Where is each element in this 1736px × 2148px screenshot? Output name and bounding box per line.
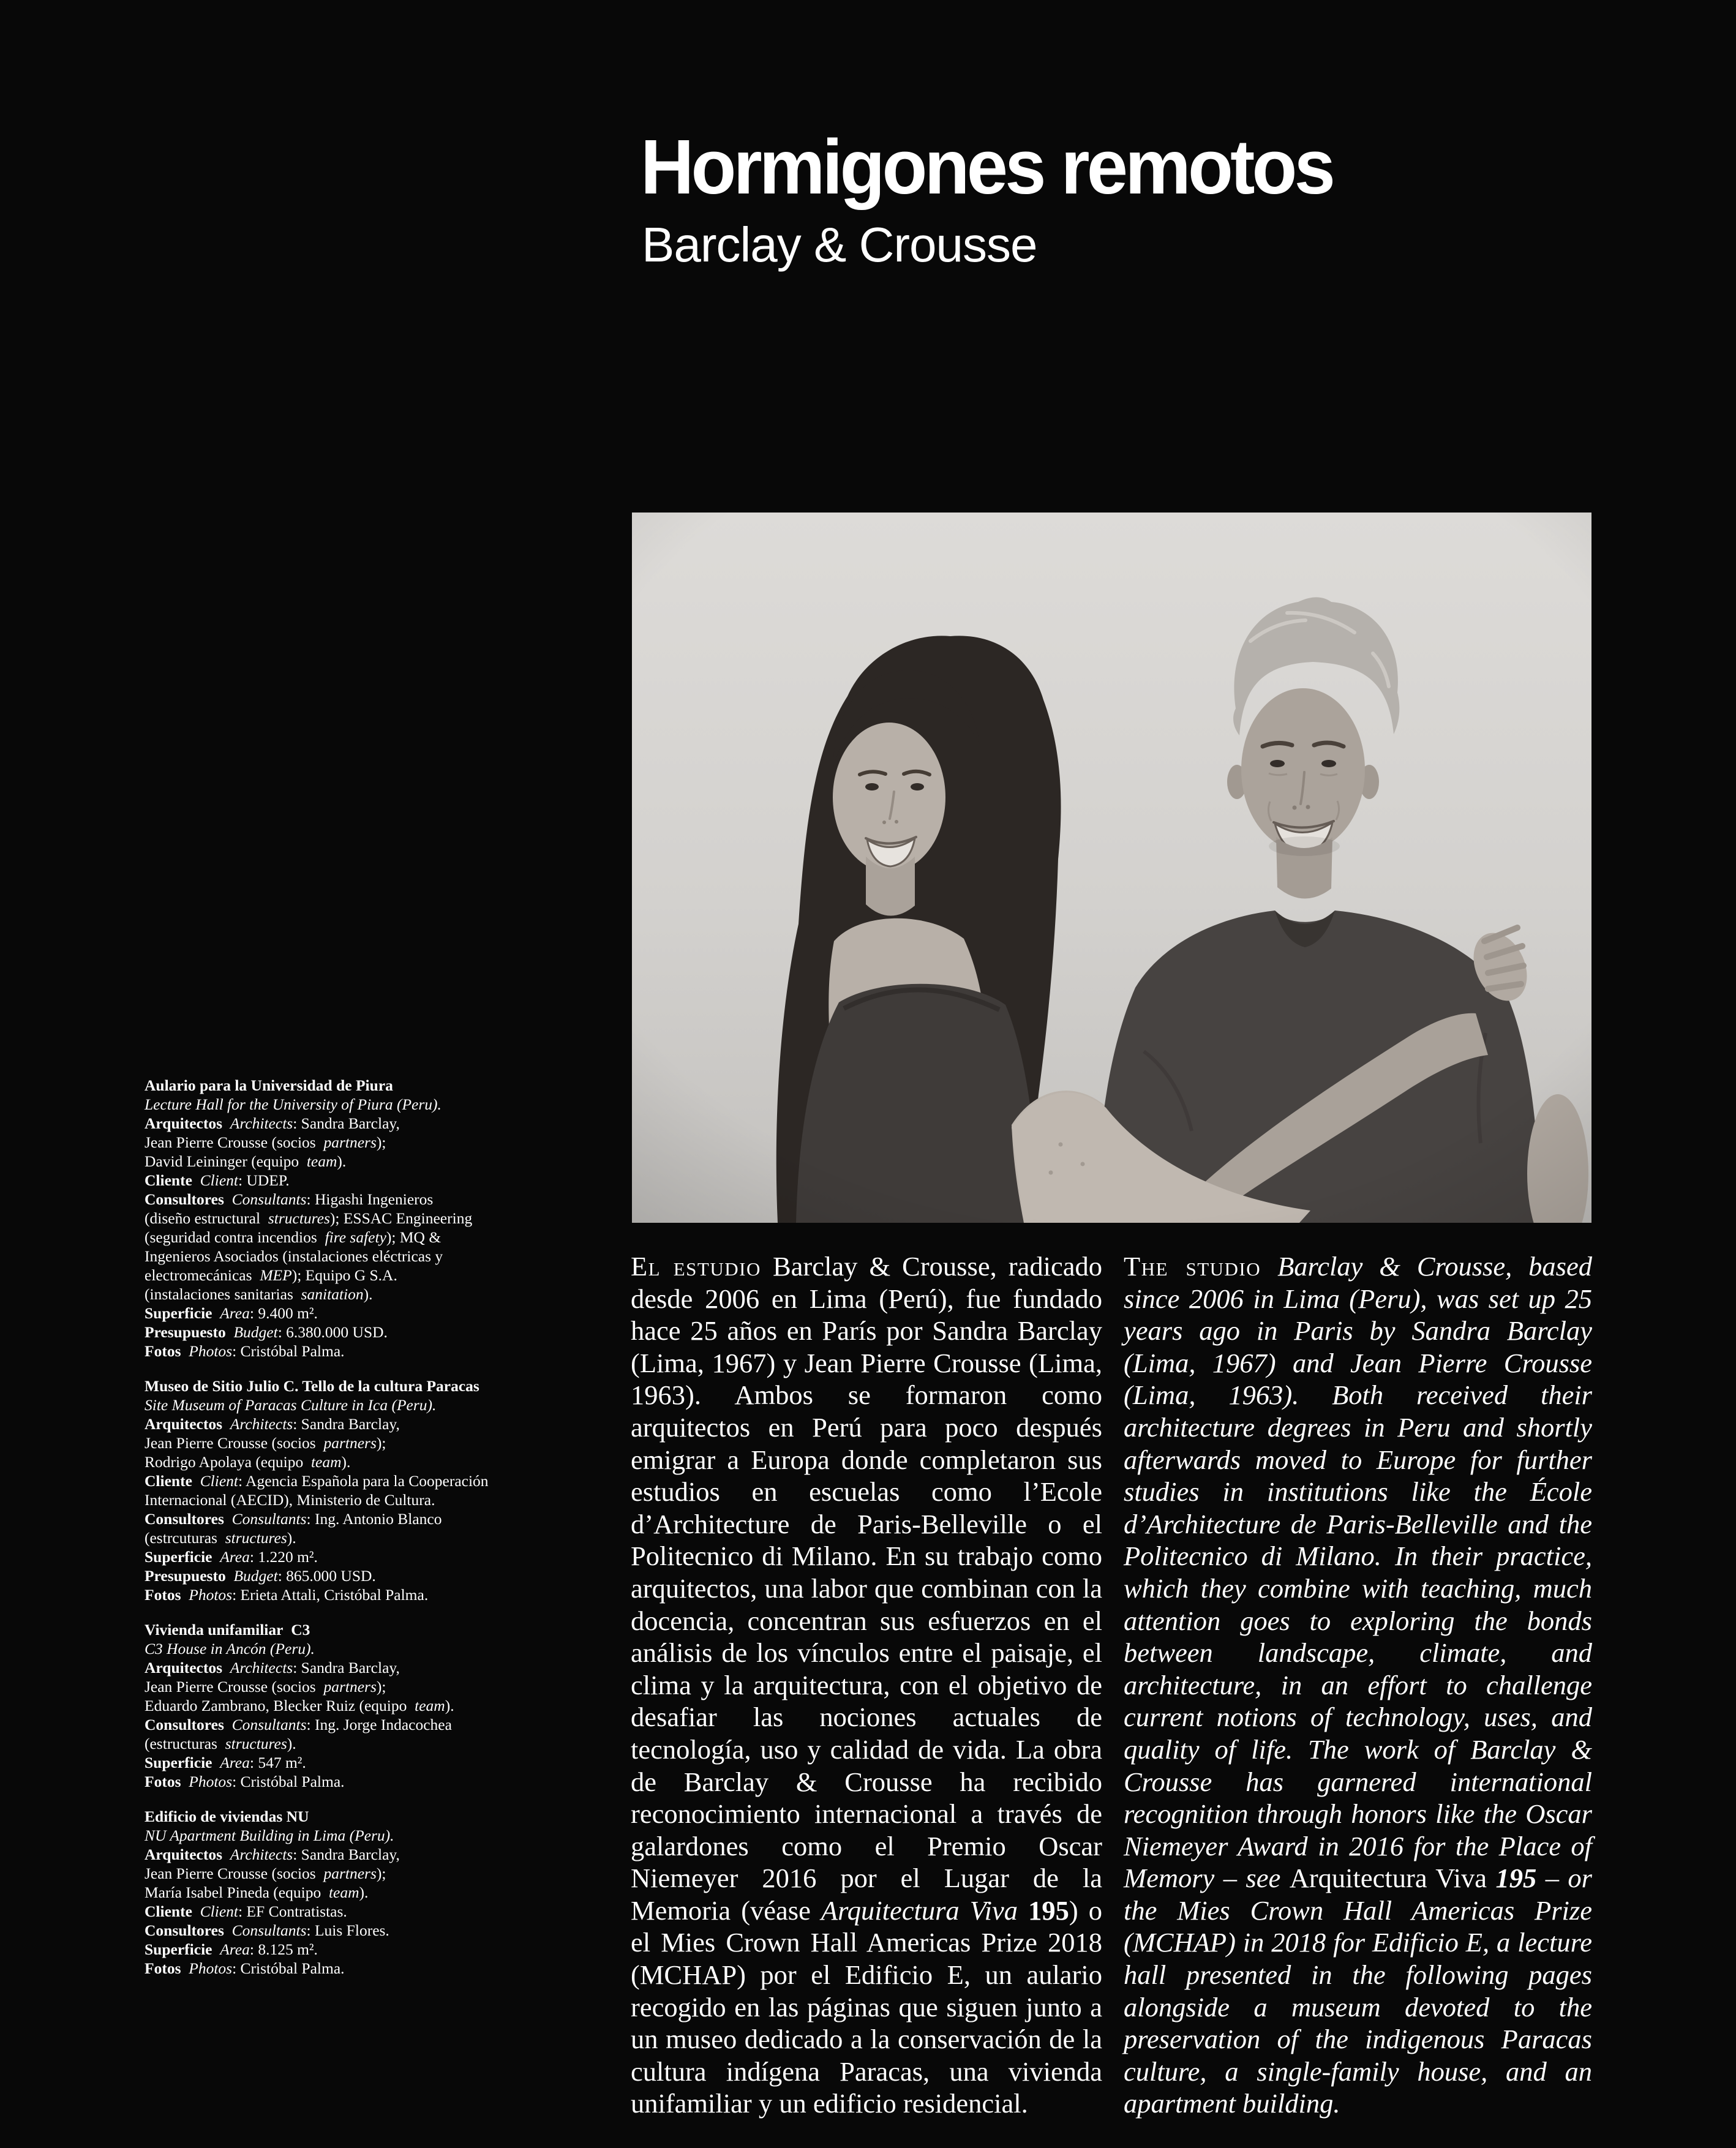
credit-line — [145, 1209, 489, 1228]
credit-line — [145, 1715, 489, 1734]
text-segment: Fotos — [145, 1773, 181, 1790]
text-segment: ); — [376, 1434, 386, 1452]
text-segment: Budget — [225, 1567, 278, 1585]
credit-block — [145, 1076, 489, 1361]
text-segment: : Sandra Barclay, — [293, 1846, 400, 1863]
credit-line — [145, 1658, 489, 1677]
text-segment: ). — [363, 1285, 373, 1303]
text-segment: ); ESSAC Engineering — [329, 1209, 473, 1227]
text-segment: Fotos — [145, 1959, 181, 1977]
text-segment: : Agencia Española para la Cooperación — [238, 1472, 489, 1490]
text-segment: : Sandra Barclay, — [293, 1415, 400, 1433]
credit-line — [145, 1959, 489, 1978]
text-segment: : Ing. Jorge Indacochea — [306, 1716, 452, 1733]
text-segment: Museo de Sitio Julio C. Tello de la cultura Paracas — [145, 1377, 479, 1395]
text-segment: Internacional (AECID), Ministerio de Cultura. — [145, 1491, 435, 1509]
credit-line — [145, 1566, 489, 1585]
text-segment: Eduardo Zambrano, Blecker Ruiz (equipo — [145, 1697, 407, 1714]
credit-line — [145, 1304, 489, 1323]
credit-line — [145, 1807, 489, 1826]
portrait-photo — [632, 513, 1591, 1223]
credit-line — [145, 1171, 489, 1190]
text-segment: ); — [376, 1133, 386, 1151]
text-segment: Barclay & Crousse, radicado desde 2006 en Lima (Perú), fue fundado hace 25 años en París por Sandra Barclay (Lima, 1967) y Jean Pierre Crousse (Lima, 1963). Ambos se formaron como arquitectos en Perú para poco después emigrar a Europa donde completaron sus estudios en escuelas como l’Ecole d’Architecture de Paris-Belleville o el Politecnico di Milano. En su trabajo como arquitectos, una labor que combinan con la docencia, concentran sus esfuerzos en el análisis de los vínculos entre el paisaje, el clima y la arquitectura, con el objetivo de desafiar las nociones actuales de tecnología, uso y calidad de vida. La obra de Barclay & Crousse ha recibido reconocimiento internacional a través de galardones como el Premio Oscar Niemeyer 2016 por el Lugar de la Memoria (véase — [631, 1251, 1102, 1926]
text-segment: Consultores — [145, 1716, 224, 1733]
text-segment: Lecture Hall for the University of Piura (Peru). — [145, 1095, 442, 1113]
credit-line — [145, 1902, 489, 1921]
text-segment: Fotos — [145, 1586, 181, 1604]
credit-line — [145, 1395, 489, 1414]
text-segment: ); — [376, 1678, 386, 1695]
credit-line — [145, 1133, 489, 1152]
text-segment: Area — [212, 1940, 250, 1958]
text-segment: 195 — [1028, 1895, 1069, 1926]
credit-line — [145, 1845, 489, 1864]
text-segment: Arquitectura Viva — [1289, 1863, 1487, 1894]
text-segment: Client — [192, 1902, 238, 1920]
text-segment: Superficie — [145, 1754, 212, 1771]
credit-line — [145, 1753, 489, 1772]
credit-line — [145, 1490, 489, 1509]
credit-line — [145, 1095, 489, 1114]
text-segment: Jean Pierre Crousse (socios — [145, 1434, 316, 1452]
text-segment: : Cristóbal Palma. — [232, 1342, 345, 1360]
text-segment: Jean Pierre Crousse (socios — [145, 1133, 316, 1151]
text-segment: structures — [260, 1209, 330, 1227]
text-segment: (estrcuturas — [145, 1529, 217, 1547]
text-segment: : 865.000 USD. — [277, 1567, 376, 1585]
text-segment: Rodrigo Apolaya (equipo — [145, 1453, 304, 1471]
text-segment: : Cristóbal Palma. — [232, 1773, 345, 1790]
text-segment: El estudio — [631, 1251, 761, 1282]
text-segment: : 8.125 m². — [249, 1940, 318, 1958]
credit-line — [145, 1696, 489, 1715]
credit-line — [145, 1921, 489, 1940]
text-segment: (estructuras — [145, 1735, 217, 1752]
text-segment: : Cristóbal Palma. — [232, 1959, 345, 1977]
text-segment: Superficie — [145, 1548, 212, 1566]
text-segment: ); Equipo G S.A. — [291, 1266, 397, 1284]
text-segment: (instalaciones sanitarias — [145, 1285, 293, 1303]
text-segment: Arquitectos — [145, 1415, 223, 1433]
text-segment: : 547 m². — [249, 1754, 306, 1771]
text-segment: partners — [315, 1678, 377, 1695]
credit-line — [145, 1228, 489, 1247]
article-english — [1124, 1250, 1592, 2120]
text-segment: ). — [287, 1735, 296, 1752]
text-segment: Cliente — [145, 1171, 192, 1189]
text-segment: team — [299, 1152, 337, 1170]
text-segment: fire safety — [317, 1228, 386, 1246]
text-segment: (diseño estructural — [145, 1209, 261, 1227]
text-segment: : Sandra Barclay, — [293, 1114, 400, 1132]
text-segment: Consultants — [224, 1190, 307, 1208]
text-segment: María Isabel Pineda (equipo — [145, 1883, 321, 1901]
credit-line — [145, 1471, 489, 1490]
text-segment: ). — [341, 1453, 351, 1471]
text-segment: Photos — [181, 1342, 233, 1360]
text-segment: Client — [192, 1171, 238, 1189]
text-segment: partners — [315, 1133, 377, 1151]
text-segment: : Sandra Barclay, — [293, 1659, 400, 1677]
credit-line — [145, 1547, 489, 1566]
text-segment: Vivienda unifamiliar C3 — [145, 1621, 310, 1639]
text-segment: electromecánicas — [145, 1266, 252, 1284]
credit-line — [145, 1772, 489, 1791]
credit-line — [145, 1509, 489, 1528]
article-header — [641, 124, 1361, 272]
text-segment: – or the Mies Crown Hall Americas Prize (MCHAP) in 2018 for Edificio E, a lecture hall presented in the following pages alongside a museum devoted to the preservation of the indigenous Paracas culture, a single-family house, and an apartment building. — [1124, 1863, 1592, 2119]
credit-line — [145, 1677, 489, 1696]
credit-line — [145, 1940, 489, 1959]
text-segment: Ingenieros Asociados (instalaciones eléctricas y — [145, 1247, 443, 1265]
article-spanish — [631, 1250, 1102, 2120]
text-segment: team — [321, 1883, 359, 1901]
text-segment: structures — [217, 1529, 287, 1547]
text-segment: : UDEP. — [238, 1171, 290, 1189]
text-segment: team — [303, 1453, 342, 1471]
text-segment: : EF Contratistas. — [238, 1902, 347, 1920]
text-segment: Consultants — [224, 1510, 307, 1528]
text-segment — [1018, 1895, 1028, 1926]
text-segment: Arquitectos — [145, 1114, 223, 1132]
text-segment: Consultores — [145, 1510, 224, 1528]
text-segment: Consultores — [145, 1921, 224, 1939]
credit-line — [145, 1639, 489, 1658]
text-segment: Presupuesto — [145, 1323, 226, 1341]
credit-line — [145, 1376, 489, 1395]
text-segment: Presupuesto — [145, 1567, 226, 1585]
credit-line — [145, 1452, 489, 1471]
text-segment: partners — [315, 1864, 377, 1882]
text-segment: Arquitectos — [145, 1846, 223, 1863]
credit-line — [145, 1114, 489, 1133]
text-segment: Architects — [222, 1846, 293, 1863]
text-segment: Budget — [225, 1323, 278, 1341]
text-segment: Consultores — [145, 1190, 224, 1208]
credit-block — [145, 1620, 489, 1791]
page-subtitle: Barclay & Crousse — [642, 217, 1037, 272]
text-segment: : Luis Flores. — [306, 1921, 389, 1939]
text-segment: team — [407, 1697, 445, 1714]
text-segment: : 9.400 m². — [249, 1304, 318, 1322]
text-segment: Architects — [222, 1415, 293, 1433]
credit-line — [145, 1528, 489, 1547]
text-segment: ). — [445, 1697, 454, 1714]
text-segment: Consultants — [224, 1921, 307, 1939]
credit-line — [145, 1266, 489, 1285]
text-segment: Area — [212, 1304, 250, 1322]
page-title: Hormigones remotos — [641, 124, 1333, 210]
text-segment: ) o el Mies Crown Hall Americas Prize 2018 (MCHAP) por el Edificio E, un aulario recogido en las páginas que siguen junto a un museo dedicado a la conservación de la cultura indígena Paracas, una vivienda unifamiliar y un edificio residencial. — [631, 1895, 1102, 2119]
text-segment: Barclay & Crousse, based since 2006 in Lima (Peru), was set up 25 years ago in Paris by Sandra Barclay (Lima, 1967) and Jean Pierre Crousse (Lima, 1963). Both received their architecture degrees in Peru and shortly afterwards moved to Europe for further studies in institutions like the École d’Architecture de Paris-Belleville and the Politecnico di Milano. In their practice, which they combine with teaching, much attention goes to exploring the bonds between landscape, climate, and architecture, in an effort to challenge current notions of technology, uses, and quality of life. The work of Barclay & Crousse has garnered international recognition through honors like the Oscar Niemeyer Award in 2016 for the Place of Memory – see — [1124, 1251, 1592, 1894]
credit-line — [145, 1734, 489, 1753]
credits-column — [145, 1076, 489, 1994]
text-segment: structures — [217, 1735, 287, 1752]
text-segment: ). — [359, 1883, 369, 1901]
text-segment: Consultants — [224, 1716, 307, 1733]
text-segment: Fotos — [145, 1342, 181, 1360]
credit-line — [145, 1433, 489, 1452]
credit-line — [145, 1190, 489, 1209]
text-segment: (seguridad contra incendios — [145, 1228, 317, 1246]
text-segment: NU Apartment Building in Lima (Peru). — [145, 1827, 394, 1844]
credit-block — [145, 1807, 489, 1978]
credit-line — [145, 1285, 489, 1304]
portrait-photo-illustration — [632, 513, 1591, 1223]
text-segment: Edificio de viviendas NU — [145, 1808, 309, 1825]
text-segment: Arquitectos — [145, 1659, 223, 1677]
credit-line — [145, 1414, 489, 1433]
text-segment: partners — [315, 1434, 377, 1452]
text-segment: Area — [212, 1548, 250, 1566]
credit-block — [145, 1376, 489, 1604]
text-segment: sanitation — [293, 1285, 364, 1303]
credit-line — [145, 1247, 489, 1266]
credit-line — [145, 1342, 489, 1361]
text-segment: Cliente — [145, 1472, 192, 1490]
text-segment: ). — [287, 1529, 296, 1547]
text-segment: Site Museum of Paracas Culture in Ica (Peru). — [145, 1396, 437, 1414]
text-segment: Arquitectura Viva — [821, 1895, 1018, 1926]
photo-vignette — [632, 513, 1591, 1223]
credit-line — [145, 1323, 489, 1342]
text-segment: Architects — [222, 1114, 293, 1132]
text-segment: 195 — [1495, 1863, 1537, 1894]
text-segment: : Erieta Attali, Cristóbal Palma. — [232, 1586, 429, 1604]
text-segment: Client — [192, 1472, 238, 1490]
text-segment: ); MQ & — [386, 1228, 442, 1246]
text-segment: C3 House in Ancón (Peru). — [145, 1640, 315, 1658]
text-segment: Photos — [181, 1959, 233, 1977]
credit-line — [145, 1585, 489, 1604]
credit-line — [145, 1883, 489, 1902]
credit-line — [145, 1152, 489, 1171]
text-segment — [1487, 1863, 1495, 1893]
text-segment: Jean Pierre Crousse (socios — [145, 1678, 316, 1695]
credit-line — [145, 1864, 489, 1883]
credit-line — [145, 1076, 489, 1095]
text-segment: Area — [212, 1754, 250, 1771]
text-segment: Photos — [181, 1773, 233, 1790]
text-segment: ). — [337, 1152, 347, 1170]
credit-line — [145, 1620, 489, 1639]
text-segment: : 1.220 m². — [249, 1548, 318, 1566]
text-segment: Superficie — [145, 1940, 212, 1958]
text-segment: Superficie — [145, 1304, 212, 1322]
credit-line — [145, 1826, 489, 1845]
text-segment: Cliente — [145, 1902, 192, 1920]
text-segment: : Higashi Ingenieros — [306, 1190, 434, 1208]
text-segment: Aulario para la Universidad de Piura — [145, 1076, 393, 1094]
text-segment: Jean Pierre Crousse (socios — [145, 1864, 316, 1882]
text-segment: David Leininger (equipo — [145, 1152, 299, 1170]
text-segment: Architects — [222, 1659, 293, 1677]
text-segment: : Ing. Antonio Blanco — [306, 1510, 442, 1528]
text-segment: : 6.380.000 USD. — [277, 1323, 388, 1341]
text-segment: ); — [376, 1864, 386, 1882]
text-segment: Photos — [181, 1586, 233, 1604]
text-segment: The studio — [1124, 1251, 1261, 1282]
text-segment: MEP — [252, 1266, 292, 1284]
